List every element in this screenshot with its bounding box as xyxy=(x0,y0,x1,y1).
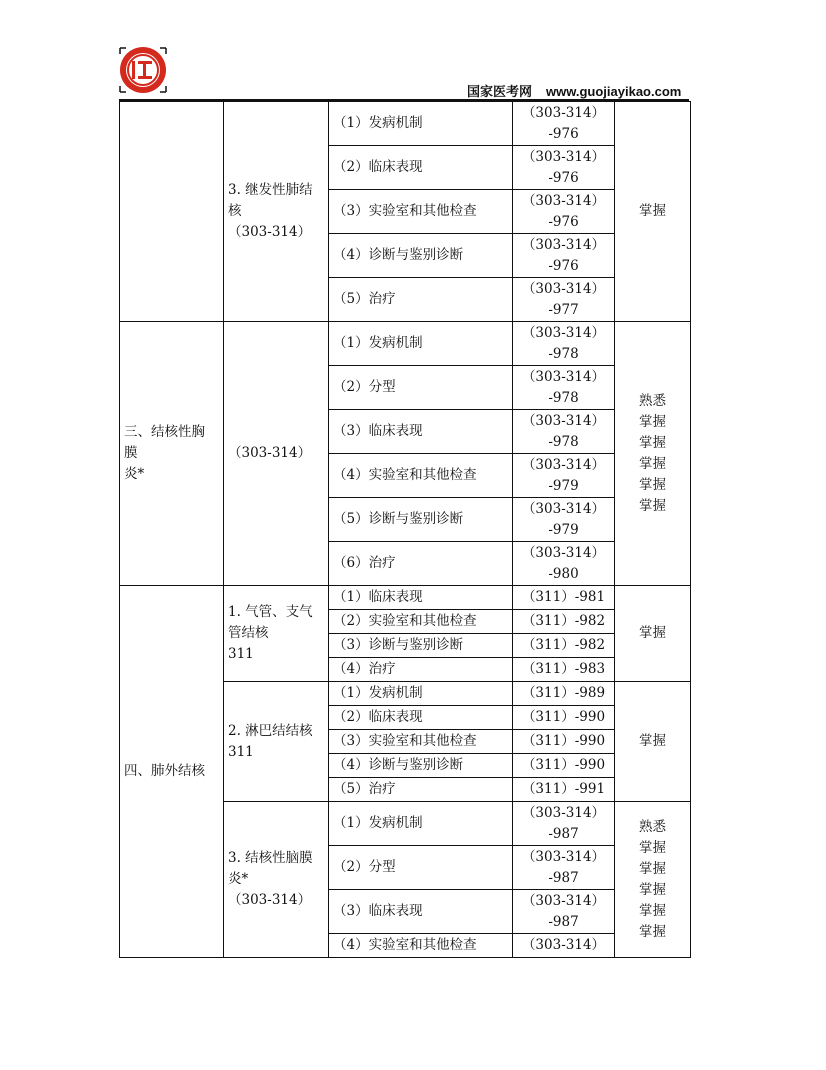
point-cell: （4）诊断与鉴别诊断 xyxy=(329,234,513,278)
cell-text-line: （303-314） xyxy=(521,192,606,209)
cell-text-line: 311 xyxy=(228,743,254,760)
point-cell: （3）临床表现 xyxy=(329,890,513,934)
ref-cell xyxy=(513,146,615,190)
cell-text-line: 三、结核性胸 xyxy=(124,424,205,440)
cell-text-line: -980 xyxy=(548,565,579,582)
ref-cell xyxy=(513,278,615,322)
level-cell: 掌握 xyxy=(615,102,691,322)
seal-logo-icon xyxy=(119,46,167,94)
cell-text-line: 掌握 xyxy=(639,497,666,514)
ref-cell xyxy=(513,454,615,498)
cell-text-line: 掌握 xyxy=(639,476,666,493)
ref-cell: （311）-982 xyxy=(513,610,615,634)
cell-text-line: 311 xyxy=(228,646,254,662)
cell-text-line: （303-314） xyxy=(228,224,312,240)
cell-text-line: -987 xyxy=(548,825,579,842)
cell-text-line: -976 xyxy=(548,169,579,186)
ref-cell xyxy=(513,322,615,366)
point-cell: （6）治疗 xyxy=(329,542,513,586)
level-cell: 掌握 xyxy=(615,586,691,682)
topic-cell xyxy=(224,802,329,958)
cell-text-line: （303-314） xyxy=(521,280,606,297)
point-cell: （3）实验室和其他检查 xyxy=(329,190,513,234)
cell-text-line: （303-314） xyxy=(521,848,606,865)
ref-cell xyxy=(513,890,615,934)
point-cell: （1）发病机制 xyxy=(329,102,513,146)
topic-cell: （303-314） xyxy=(224,322,329,586)
cell-text-line: 掌握 xyxy=(639,881,666,898)
cell-text-line: 3. 结核性脑膜 xyxy=(228,850,313,866)
cell-text-line: （303-314） xyxy=(521,500,606,517)
cell-text-line: 炎* xyxy=(124,466,145,482)
ref-cell: （311）-990 xyxy=(513,706,615,730)
site-url[interactable]: www.guojiayikao.com xyxy=(546,84,682,99)
point-cell: （4）实验室和其他检查 xyxy=(329,454,513,498)
unit-cell: 四、肺外结核 xyxy=(120,586,224,958)
ref-cell xyxy=(513,498,615,542)
ref-cell xyxy=(513,234,615,278)
point-cell: （4）实验室和其他检查 xyxy=(329,934,513,958)
cell-text-line: 掌握 xyxy=(639,923,666,940)
point-cell: （2）分型 xyxy=(329,366,513,410)
cell-text-line: （303-314） xyxy=(521,324,606,341)
table-row xyxy=(120,322,691,366)
ref-cell xyxy=(513,846,615,890)
level-cell: 掌握 xyxy=(615,682,691,802)
ref-cell: （311）-991 xyxy=(513,778,615,802)
cell-text-line: 掌握 xyxy=(639,413,666,430)
ref-cell xyxy=(513,102,615,146)
cell-text-line: 掌握 xyxy=(639,902,666,919)
cell-text-line: 1. 气管、支气 xyxy=(228,604,313,620)
cell-text-line: 掌握 xyxy=(639,839,666,856)
cell-text-line: -976 xyxy=(548,213,579,230)
cell-text-line: （303-314） xyxy=(228,892,312,908)
cell-text-line: （303-314） xyxy=(521,104,606,121)
site-name: 国家医考网 xyxy=(467,85,533,100)
ref-cell: （311）-983 xyxy=(513,658,615,682)
ref-cell: （311）-982 xyxy=(513,634,615,658)
site-header xyxy=(467,81,681,100)
cell-text-line: -987 xyxy=(548,869,579,886)
table-row xyxy=(120,102,691,146)
ref-cell: （311）-989 xyxy=(513,682,615,706)
cell-text-line: 掌握 xyxy=(639,860,666,877)
topic-cell xyxy=(224,682,329,802)
cell-text-line: （303-314） xyxy=(521,544,606,561)
ref-cell xyxy=(513,366,615,410)
cell-text-line: -987 xyxy=(548,913,579,930)
level-cell xyxy=(615,802,691,958)
ref-cell: （303-314） xyxy=(513,934,615,958)
point-cell: （5）治疗 xyxy=(329,778,513,802)
point-cell: （5）诊断与鉴别诊断 xyxy=(329,498,513,542)
cell-text-line: 3. 继发性肺结 xyxy=(228,182,313,198)
point-cell: （4）诊断与鉴别诊断 xyxy=(329,754,513,778)
ref-cell xyxy=(513,190,615,234)
point-cell: （5）治疗 xyxy=(329,278,513,322)
topic-cell xyxy=(224,586,329,682)
cell-text-line: -977 xyxy=(548,301,579,318)
cell-text-line: 炎* xyxy=(228,871,249,887)
point-cell: （1）发病机制 xyxy=(329,322,513,366)
point-cell: （3）实验室和其他检查 xyxy=(329,730,513,754)
syllabus-table xyxy=(119,101,691,958)
cell-text-line: -976 xyxy=(548,125,579,142)
cell-text-line: （303-314） xyxy=(521,148,606,165)
topic-cell xyxy=(224,102,329,322)
cell-text-line: （303-314） xyxy=(521,892,606,909)
point-cell: （4）治疗 xyxy=(329,658,513,682)
cell-text-line: 熟悉 xyxy=(639,818,666,835)
point-cell: （2）分型 xyxy=(329,846,513,890)
ref-cell: （311）-981 xyxy=(513,586,615,610)
cell-text-line: 膜 xyxy=(124,445,138,461)
cell-text-line: 核 xyxy=(228,203,242,219)
cell-text-line: -978 xyxy=(548,433,579,450)
cell-text-line: （303-314） xyxy=(521,412,606,429)
ref-cell xyxy=(513,802,615,846)
point-cell: （3）诊断与鉴别诊断 xyxy=(329,634,513,658)
ref-cell: （311）-990 xyxy=(513,754,615,778)
cell-text-line: （303-314） xyxy=(521,368,606,385)
cell-text-line: 掌握 xyxy=(639,434,666,451)
cell-text-line: -976 xyxy=(548,257,579,274)
ref-cell xyxy=(513,542,615,586)
table-row xyxy=(120,586,691,610)
point-cell: （2）实验室和其他检查 xyxy=(329,610,513,634)
cell-text-line: 管结核 xyxy=(228,625,269,641)
cell-text-line: （303-314） xyxy=(521,456,606,473)
point-cell: （2）临床表现 xyxy=(329,706,513,730)
cell-text-line: -979 xyxy=(548,477,579,494)
ref-cell: （311）-990 xyxy=(513,730,615,754)
cell-text-line: 掌握 xyxy=(639,455,666,472)
level-cell xyxy=(615,322,691,586)
point-cell: （1）临床表现 xyxy=(329,586,513,610)
point-cell: （1）发病机制 xyxy=(329,682,513,706)
point-cell: （1）发病机制 xyxy=(329,802,513,846)
unit-cell xyxy=(120,102,224,322)
cell-text-line: 熟悉 xyxy=(639,392,666,409)
cell-text-line: （303-314） xyxy=(521,236,606,253)
cell-text-line: -978 xyxy=(548,345,579,362)
ref-cell xyxy=(513,410,615,454)
point-cell: （2）临床表现 xyxy=(329,146,513,190)
cell-text-line: （303-314） xyxy=(521,804,606,821)
cell-text-line: -979 xyxy=(548,521,579,538)
cell-text-line: -978 xyxy=(548,389,579,406)
point-cell: （3）临床表现 xyxy=(329,410,513,454)
unit-cell xyxy=(120,322,224,586)
cell-text-line: 2. 淋巴结结核 xyxy=(228,722,313,739)
